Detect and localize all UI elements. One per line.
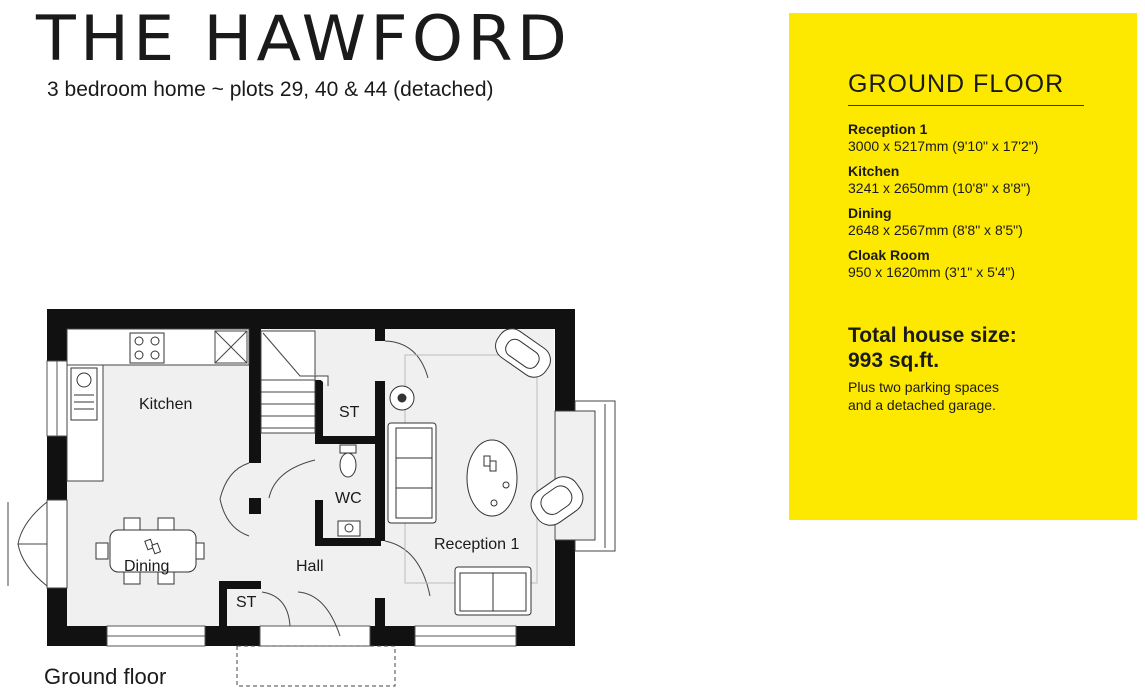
label-kitchen: Kitchen [139, 396, 193, 413]
french-doors [8, 500, 67, 588]
total-house-size [848, 323, 1017, 373]
label-hall: Hall [296, 558, 324, 575]
bay-window [555, 401, 615, 551]
room-entry-reception [848, 121, 1038, 155]
label-store-lower: ST [236, 594, 257, 611]
coffee-table [467, 440, 517, 516]
label-dining: Dining [124, 558, 170, 575]
label-reception: Reception 1 [434, 536, 520, 553]
room-name: Cloak Room [848, 247, 930, 263]
floor-label: Ground floor [44, 664, 167, 689]
porch-outline [237, 646, 395, 686]
lamp-icon [390, 386, 414, 410]
panel-heading: GROUND FLOOR [848, 70, 1084, 106]
extras-note [848, 378, 999, 414]
room-dims: 3000 x 5217mm (9'10" x 17'2") [848, 138, 1039, 154]
basin-icon [338, 521, 360, 536]
room-name: Reception 1 [848, 121, 928, 137]
room-entry-cloak-room [848, 247, 1015, 281]
sofa-left [388, 423, 436, 523]
property-title: THE HAWFORD [36, 2, 572, 75]
room-entry-dining [848, 205, 1023, 239]
extras-line: and a detached garage. [848, 397, 996, 413]
label-wc: WC [335, 490, 362, 507]
toilet-icon [340, 445, 356, 477]
extras-line: Plus two parking spaces [848, 379, 999, 395]
room-name: Dining [848, 205, 892, 221]
property-subtitle: 3 bedroom home ~ plots 29, 40 & 44 (detached) [47, 78, 494, 101]
room-name: Kitchen [848, 163, 900, 179]
room-dimensions-panel [789, 13, 1137, 520]
total-value: 993 sq.ft. [848, 349, 940, 372]
total-label: Total house size: [848, 324, 1017, 347]
label-store-upper: ST [339, 404, 360, 421]
sofa-bottom [455, 567, 531, 615]
room-dims: 3241 x 2650mm (10'8" x 8'8") [848, 180, 1031, 196]
room-dims: 2648 x 2567mm (8'8" x 8'5") [848, 222, 1023, 238]
room-entry-kitchen [848, 163, 1031, 197]
room-dims: 950 x 1620mm (3'1" x 5'4") [848, 264, 1016, 280]
ground-floor-plan [0, 300, 640, 690]
